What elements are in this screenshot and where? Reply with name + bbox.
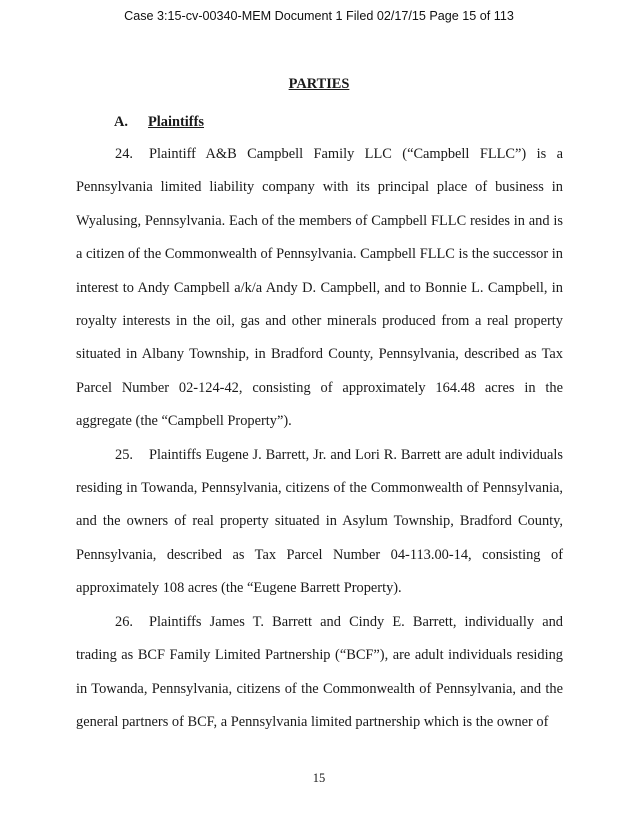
paragraph-number: 25. <box>115 446 133 463</box>
page-number: 15 <box>312 771 326 785</box>
paragraph-text: Plaintiffs James T. Barrett and Cindy E. Barrett, individually and trading as BCF Family Limited Partnership (“BCF”), are adult individuals residing in Towanda, Pennsylvania, citizens of the Commonwealth of Pennsylvania, and the general partners of BCF, a Pennsylvania limited partnership which is the owner of <box>76 613 563 730</box>
section-name: Plaintiffs <box>148 114 204 130</box>
section-heading <box>114 114 204 131</box>
paragraph-24 <box>76 138 563 439</box>
paragraph-number: 24. <box>115 146 133 162</box>
paragraph-text: Plaintiff A&B Campbell Family LLC (“Campbell FLLC”) is a Pennsylvania limited liability company with its principal place of business in Wyalusing, Pennsylvania. Each of the members of Campbell FLLC resides in and is a citizen of the Commonwealth of Pennsylvania. Campbell FLLC is the successor in interest to Andy Campbell a/k/a Andy D. Campbell, and to Bonnie L. Campbell, in royalty interests in the oil, gas and other minerals produced from a real property situated in Albany Township, in Bradford County, Pennsylvania, described as Tax Parcel Number 02-124-42, consisting of approximately 164.48 acres in the aggregate (the “Campbell Property”). <box>76 146 563 430</box>
paragraph-text: Plaintiffs Eugene J. Barrett, Jr. and Lori R. Barrett are adult individuals residing in Towanda, Pennsylvania, citizens of the Commonwealth of Pennsylvania, and the owners of real property situated in Asylum Township, Bradford County, Pennsylvania, described as Tax Parcel Number 04-113.00-14, consisting of approximately 108 acres (the “Eugene Barrett Property). <box>76 446 563 597</box>
page-title: PARTIES <box>288 76 350 92</box>
body-text <box>76 138 563 739</box>
paragraph-25 <box>76 439 563 606</box>
paragraph-number: 26. <box>115 613 133 630</box>
paragraph-26 <box>76 606 563 740</box>
case-header: Case 3:15-cv-00340-MEM Document 1 Filed 02/17/15 Page 15 of 113 <box>124 9 514 23</box>
section-letter: A. <box>114 114 128 130</box>
